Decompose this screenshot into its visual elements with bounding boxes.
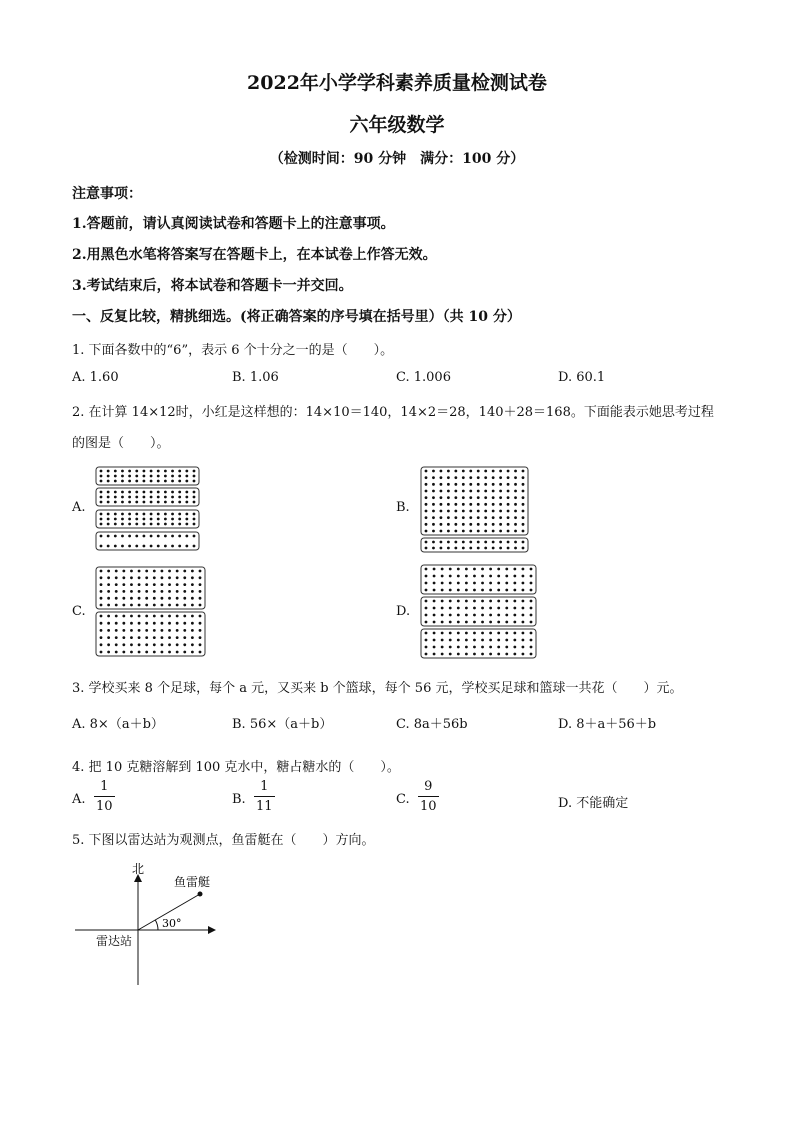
north-label: 北 xyxy=(132,862,145,876)
angle-label: 30° xyxy=(162,917,182,930)
note-item-1: 1.答题前，请认真阅读试卷和答题卡上的注意事项。 xyxy=(72,216,395,232)
q2-diagram-c[interactable] xyxy=(95,566,207,658)
q1-option-b[interactable]: B. 1.06 xyxy=(232,370,279,385)
dot-strip xyxy=(96,532,199,550)
q3-option-d[interactable]: D. 8＋a＋56＋b xyxy=(558,717,657,732)
q4-fraction-c-num: 9 xyxy=(424,779,433,794)
q4-label-b[interactable]: B. xyxy=(232,792,246,807)
q2-diagram-a[interactable] xyxy=(95,466,201,552)
q3-option-c[interactable]: C. 8a＋56b xyxy=(396,717,468,732)
q2-label-a[interactable]: A. xyxy=(72,500,86,515)
dot-block xyxy=(421,467,528,535)
q1-option-a[interactable]: A. 1.60 xyxy=(72,370,119,385)
dot-strip xyxy=(421,538,528,552)
dot-block xyxy=(421,629,536,658)
q4-option-d-text: 不能确定 xyxy=(576,796,629,811)
q4-fraction-c xyxy=(418,779,439,814)
note-item-3: 3.考试结束后，将本试卷和答题卡一并交回。 xyxy=(72,278,353,294)
q4-fraction-b-den: 11 xyxy=(256,799,273,814)
q4-label-c[interactable]: C. xyxy=(396,792,410,807)
fraction-bar xyxy=(254,796,275,797)
q2-text-line2: 的图是（ ）。 xyxy=(72,436,170,451)
q2-label-c[interactable]: C. xyxy=(72,604,86,619)
boat-label: 鱼雷艇 xyxy=(174,875,211,889)
angle-arc xyxy=(155,920,158,930)
q4-fraction-c-den: 10 xyxy=(420,799,437,814)
dot-block xyxy=(421,597,536,626)
q4-fraction-a xyxy=(94,779,115,814)
q4-label-d: D. xyxy=(558,796,573,811)
q4-option-d[interactable] xyxy=(558,792,628,811)
q2-diagram-d[interactable] xyxy=(420,564,538,660)
dot-strip xyxy=(96,510,199,528)
dot-block xyxy=(96,567,205,609)
q4-label-a[interactable]: A. xyxy=(72,792,86,807)
q1-option-c[interactable]: C. 1.006 xyxy=(396,370,451,385)
dot-strip xyxy=(96,467,199,485)
q4-fraction-a-num: 1 xyxy=(100,779,109,794)
q2-label-b[interactable]: B. xyxy=(396,500,410,515)
note-item-2: 2.用黑色水笔将答案写在答题卡上，在本试卷上作答无效。 xyxy=(72,247,437,263)
fraction-bar xyxy=(418,796,439,797)
q4-fraction-b-num: 1 xyxy=(260,779,269,794)
q1-text: 1. 下面各数中的“6”，表示 6 个十分之一的是（ ）。 xyxy=(72,343,394,358)
station-label: 雷达站 xyxy=(96,934,133,948)
q5-text: 5. 下图以雷达站为观测点，鱼雷艇在（ ）方向。 xyxy=(72,833,375,848)
q3-option-a[interactable]: A. 8×（a＋b） xyxy=(72,717,164,732)
q5-direction-diagram xyxy=(70,855,230,990)
fraction-bar xyxy=(94,796,115,797)
boat-point xyxy=(198,892,203,897)
exam-subject: 六年级数学 xyxy=(349,114,445,136)
q4-fraction-a-den: 10 xyxy=(96,799,113,814)
section1-title: 一、反复比较，精挑细选。(将正确答案的序号填在括号里）（共 10 分） xyxy=(72,309,521,325)
q1-option-d[interactable]: D. 60.1 xyxy=(558,370,606,385)
q2-label-d[interactable]: D. xyxy=(396,604,411,619)
dot-block xyxy=(421,565,536,594)
q2-text-line1: 2. 在计算 14×12时，小红是这样想的：14×10＝140，14×2＝28，140＋28＝168。下面能表示她思考过程 xyxy=(72,405,714,420)
dot-block xyxy=(96,612,205,656)
q3-option-b[interactable]: B. 56×（a＋b） xyxy=(232,717,333,732)
q4-fraction-b xyxy=(254,779,275,814)
exam-meta: （检测时间：90 分钟 满分：100 分） xyxy=(269,151,525,167)
exam-title: 2022年小学学科素养质量检测试卷 xyxy=(247,72,547,94)
q3-text: 3. 学校买来 8 个足球，每个 a 元，又买来 b 个篮球，每个 56 元，学校买足球和篮球一共花（ ）元。 xyxy=(72,681,683,696)
dot-strip xyxy=(96,488,199,506)
q4-text: 4. 把 10 克糖溶解到 100 克水中，糖占糖水的（ ）。 xyxy=(72,760,400,775)
notes-heading: 注意事项： xyxy=(72,186,142,202)
q2-diagram-b[interactable] xyxy=(420,466,530,554)
